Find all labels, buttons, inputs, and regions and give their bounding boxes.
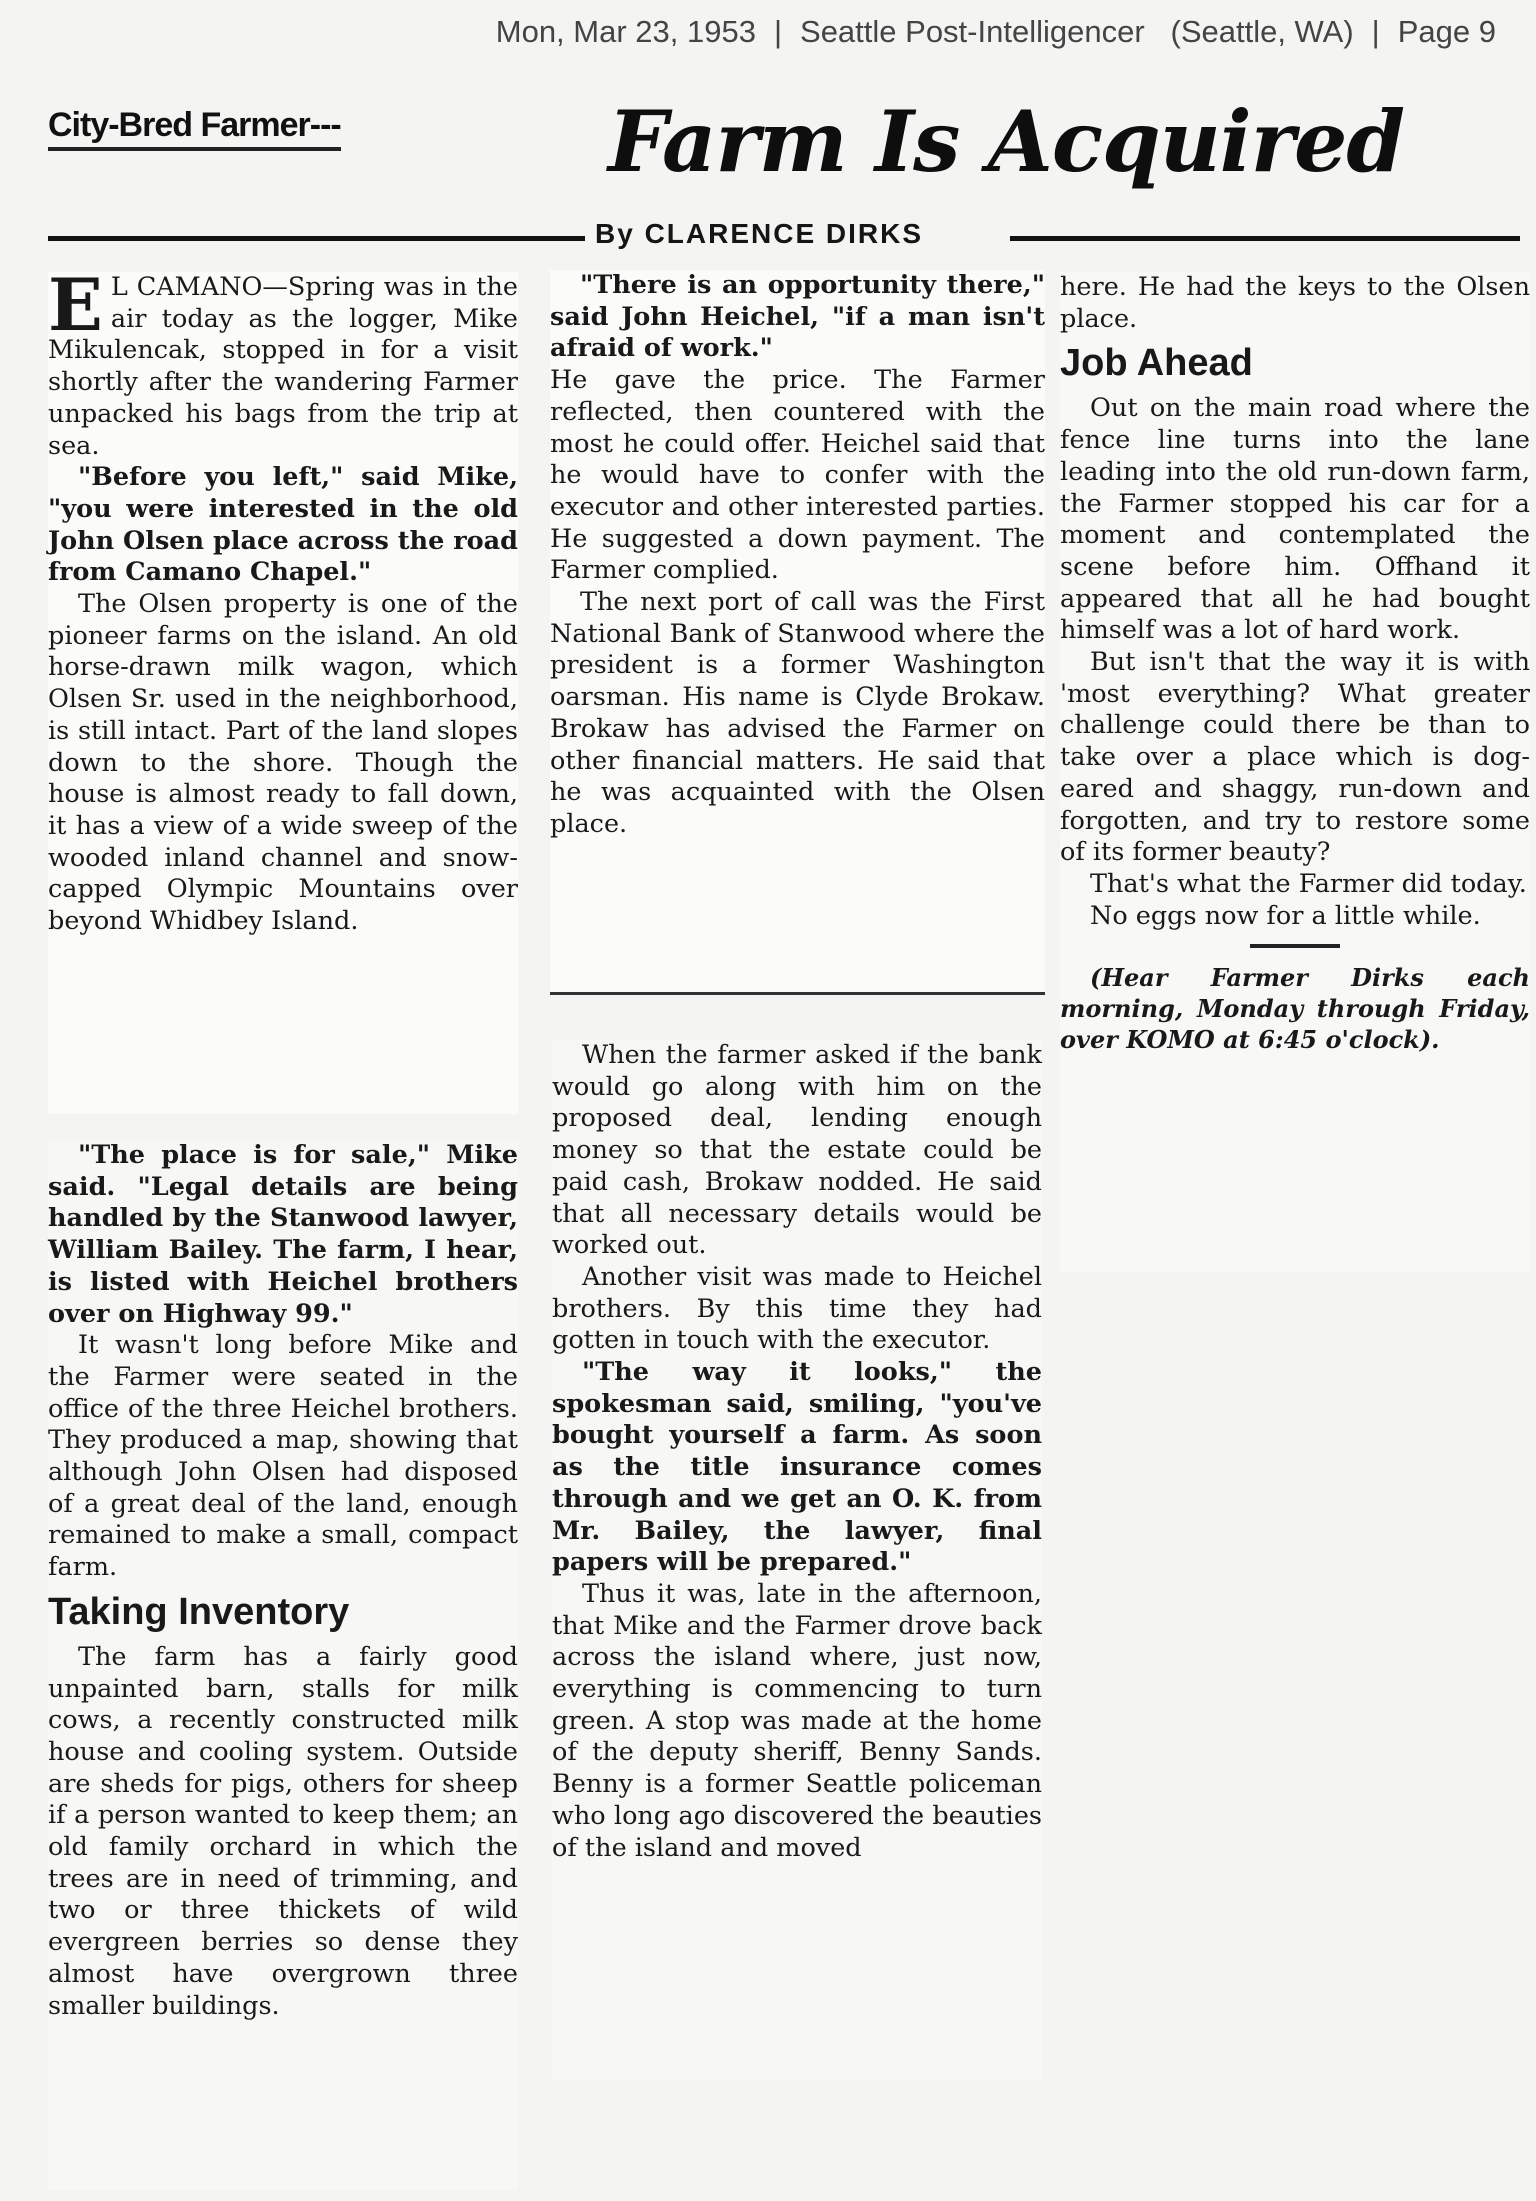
byline-rule-left bbox=[48, 236, 588, 241]
source-header bbox=[496, 14, 1496, 62]
column-1-bottom-clipping bbox=[48, 1140, 518, 2190]
column-2-bottom-clipping bbox=[552, 1040, 1042, 2080]
drop-cap: E bbox=[48, 262, 103, 347]
paragraph: Out on the main road where the fence line turns into the lane leading into the old run-down farm, the Farmer stopped his car for a moment and contemplated the scene before him. Offhand it appeared that all he had bought himself was a lot of hard work. bbox=[1060, 393, 1530, 646]
end-divider bbox=[1250, 944, 1340, 948]
paragraph: "The place is for sale," Mike said. "Legal details are being handled by the Stanwood lawyer, William Bailey. The farm, I hear, is listed with Heichel brothers over on Highway 99." bbox=[48, 1140, 518, 1329]
header-publication: Seattle Post-Intelligencer bbox=[800, 14, 1145, 49]
paragraph: But isn't that the way it is with 'most everything? What greater challenge could there be than to take over a place which is dog-eared and shaggy, run-down and forgotten, and try to restore some of its former beauty? bbox=[1060, 647, 1530, 868]
radio-credit: (Hear Farmer Dirks each morning, Monday through Friday, over KOMO at 6:45 o'clock). bbox=[1060, 963, 1530, 1055]
article-headline: Farm Is Acquired bbox=[608, 92, 1405, 191]
paragraph: "There is an opportunity there," said John Heichel, "if a man isn't afraid of work." bbox=[550, 270, 1045, 364]
article-byline: By CLARENCE DIRKS bbox=[585, 218, 933, 250]
paragraph: When the farmer asked if the bank would go along with him on the proposed deal, lending enough money so that the estate could be paid cash, Brokaw nodded. He said that all necessary details would be worked out. bbox=[552, 1040, 1042, 1261]
paragraph: No eggs now for a little while. bbox=[1090, 900, 1481, 931]
paragraph: He gave the price. The Farmer reflected, then countered with the most he could offer. Heichel said that he would have to confer with the executor and other interested parties. He suggested a down payment. The Farmer complied. bbox=[550, 365, 1045, 586]
paragraph bbox=[48, 262, 518, 462]
column-1-top-clipping bbox=[48, 262, 518, 1114]
article-kicker: City-Bred Farmer--- bbox=[48, 106, 341, 151]
header-separator: | bbox=[773, 14, 783, 49]
paragraph: It wasn't long before Mike and the Farmer were seated in the office of the three Heichel brothers. They produced a map, showing that although John Olsen had disposed of a great deal of the land, enough remained to make a small, compact farm. bbox=[48, 1330, 518, 1583]
column-2-top-clipping bbox=[550, 270, 1045, 995]
header-location: (Seattle, WA) bbox=[1170, 14, 1354, 49]
header-page: Page 9 bbox=[1397, 14, 1496, 49]
header-date: Mon, Mar 23, 1953 bbox=[495, 14, 756, 49]
paragraph: The next port of call was the First National Bank of Stanwood where the president is a former Washington oarsman. His name is Clyde Brokaw. Brokaw has advised the Farmer on other financial matters. He said that he was acquainted with the Olsen place. bbox=[550, 587, 1045, 839]
paragraph: The farm has a fairly good unpainted barn, stalls for milk cows, a recently constructed milk house and cooling system. Outside are sheds for pigs, others for sheep if a person wanted to keep them; an old family orchard in which the trees are in need of trimming, and two or three thickets of wild evergreen berries so dense they almost have overgrown three smaller buildings. bbox=[48, 1641, 518, 2021]
subheading: Job Ahead bbox=[1060, 342, 1253, 385]
paragraph: "Before you left," said Mike, "you were interested in the old John Olsen place across the road from Camano Chapel." bbox=[48, 462, 518, 588]
byline-rule-right bbox=[1010, 236, 1520, 241]
paragraph: That's what the Farmer did today. bbox=[1090, 868, 1527, 899]
paragraph: The Olsen property is one of the pioneer farms on the island. An old horse-drawn milk wagon, which Olsen Sr. used in the neighborhood, is still intact. Part of the land slopes down to the shore. Though the house is almost ready to fall down, it has a view of a wide sweep of the wooded inland channel and snow-capped Olympic Mountains over beyond Whidbey Island. bbox=[48, 589, 518, 937]
paragraph-text: L CAMANO—Spring was in the air today as the logger, Mike Mikulencak, stopped in for a visit shortly after the wandering Farmer unpacked his bags from the trip at sea. bbox=[48, 272, 518, 461]
column-3-clipping bbox=[1060, 272, 1530, 1272]
subheading: Taking Inventory bbox=[48, 1590, 350, 1633]
header-separator: | bbox=[1371, 14, 1380, 49]
paragraph: Thus it was, late in the afternoon, that Mike and the Farmer drove back across the island where, just now, everything is commencing to turn green. A stop was made at the home of the deputy sheriff, Benny Sands. Benny is a former Seattle policeman who long ago discovered the beauties of the island and moved bbox=[552, 1578, 1042, 1863]
paragraph: here. He had the keys to the Olsen place. bbox=[1060, 272, 1530, 334]
paragraph: "The way it looks," the spokesman said, smiling, "you've bought yourself a farm. As soon as the title insurance comes through and we get an O. K. from Mr. Bailey, the lawyer, final papers will be prepared." bbox=[552, 1357, 1042, 1578]
paragraph: Another visit was made to Heichel brothers. By this time they had gotten in touch with the executor. bbox=[552, 1261, 1042, 1356]
